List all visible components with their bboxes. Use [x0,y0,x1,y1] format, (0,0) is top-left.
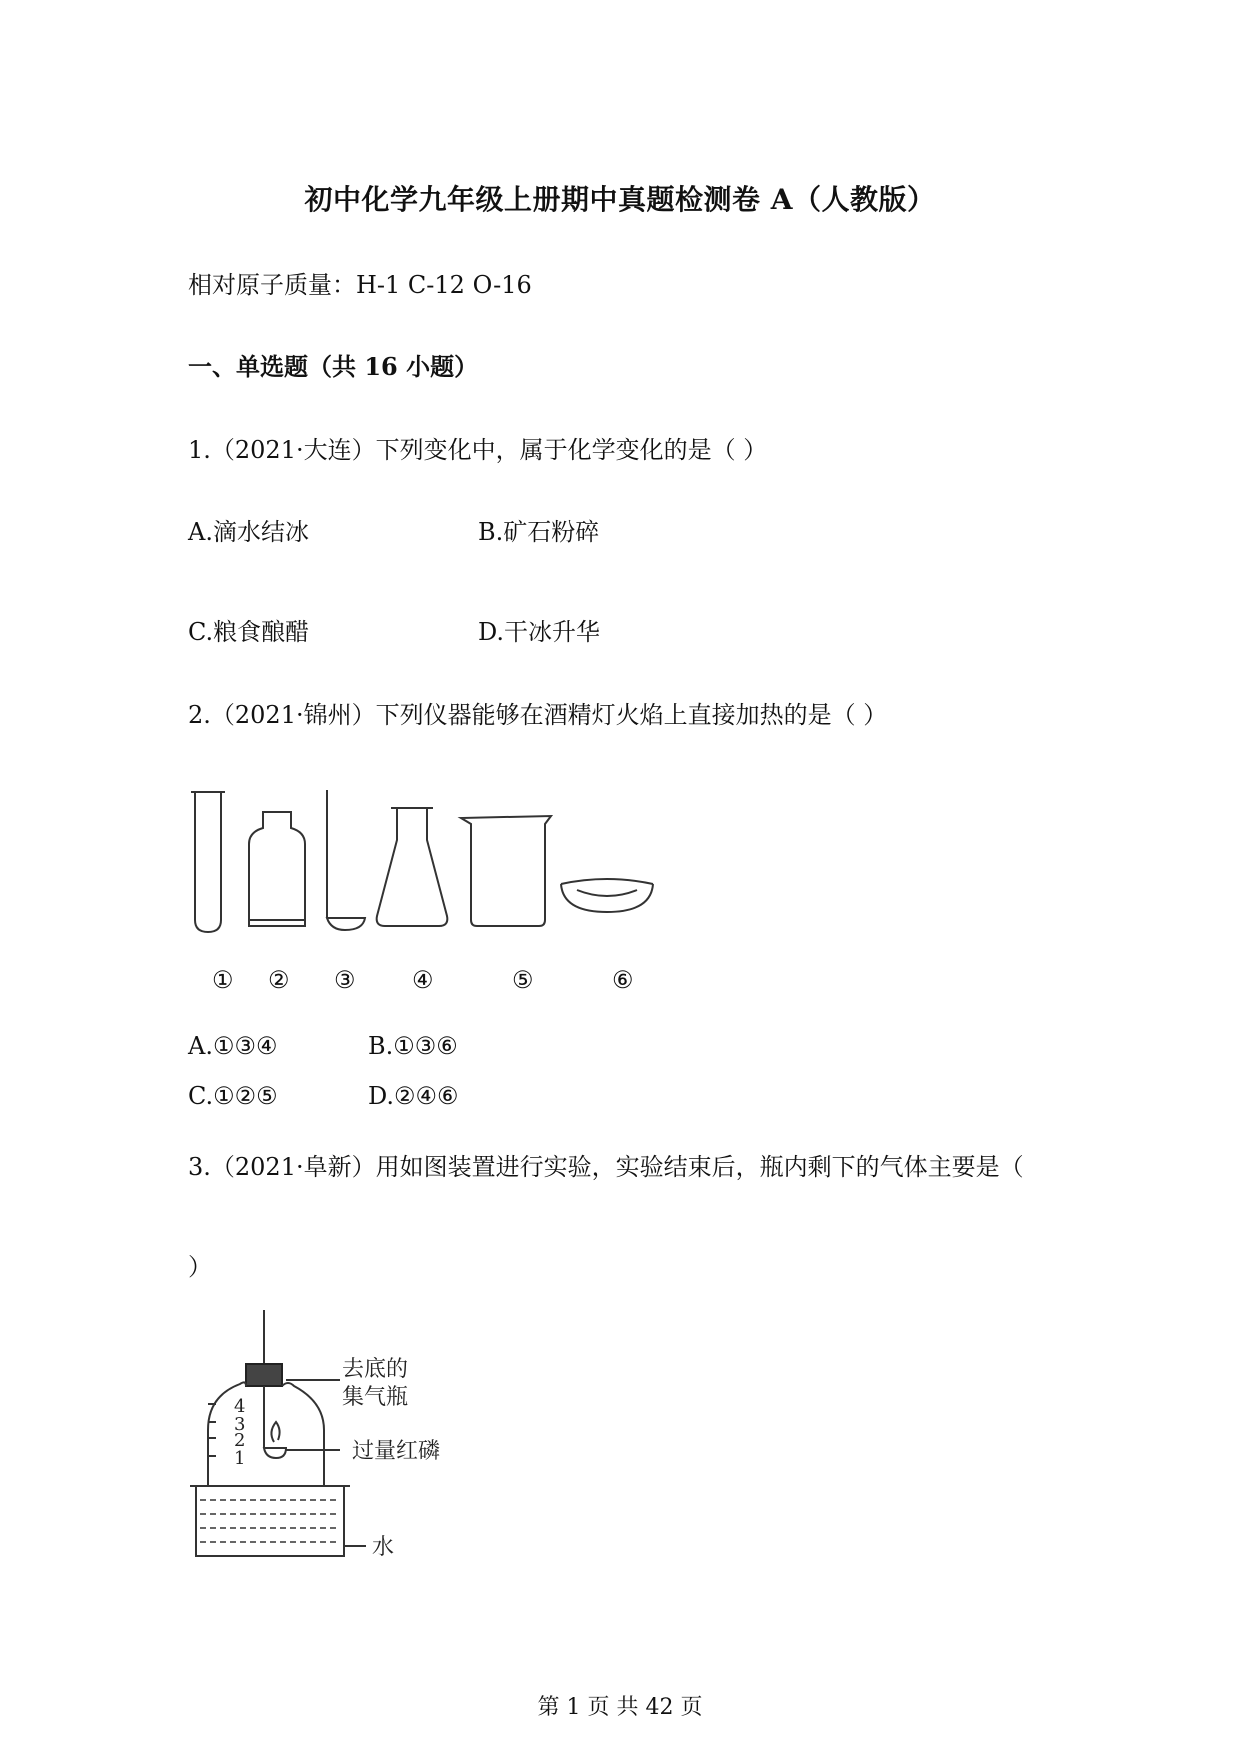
combustion-spoon-icon [327,790,365,930]
question-1-option-b: B.矿石粉碎 [478,518,600,546]
water [200,1500,340,1542]
question-2-option-a: A.①③④ [188,1032,278,1060]
question-2-stem: 2.（2021·锦州）下列仪器能够在酒精灯火焰上直接加热的是（ ） [188,701,888,729]
page-footer: 第 1 页 共 42 页 [537,1695,703,1720]
label-water: 水 [372,1535,395,1560]
question-3-stem: 3.（2021·阜新）用如图装置进行实验，实验结束后，瓶内剩下的气体主要是（ [188,1153,1024,1181]
section-heading: 一、单选题（共 16 小题） [188,352,479,381]
question-2-option-c: C.①②⑤ [188,1082,278,1110]
conical-flask-icon [377,808,448,926]
scale-4: 4 [234,1396,246,1417]
stopper [246,1364,282,1386]
scale-1: 1 [234,1448,246,1469]
instrument-label-3: ③ [334,966,356,994]
label-red-phosphorus: 过量红磷 [352,1439,441,1464]
instrument-label-4: ④ [412,966,434,994]
question-1-option-d: D.干冰升华 [478,618,601,646]
page-title: 初中化学九年级上册期中真题检测卷 A（人教版） [304,183,936,216]
water-trough [196,1486,344,1556]
label-gas-jar-1: 去底的 [342,1357,409,1382]
reagent-bottle-icon [249,812,305,926]
flame [271,1422,279,1442]
red-phosphorus-experiment-figure [190,1310,480,1570]
question-1-option-c: C.粮食酿醋 [188,618,310,646]
instrument-label-1: ① [212,966,234,994]
scale-3: 3 [234,1414,246,1435]
gas-jar [208,1382,324,1486]
beaker-icon [461,816,551,926]
question-2-option-d: D.②④⑥ [368,1082,459,1110]
atomic-mass-note: 相对原子质量：H-1 C-12 O-16 [188,271,532,299]
question-3-stem-end: ） [188,1253,212,1281]
question-2-option-b: B.①③⑥ [368,1032,458,1060]
scale-2: 2 [234,1430,246,1451]
lab-instruments-figure [185,780,685,1000]
label-gas-jar-2: 集气瓶 [342,1385,409,1410]
instrument-label-6: ⑥ [612,966,634,994]
instrument-label-2: ② [268,966,290,994]
question-1-option-a: A.滴水结冰 [188,518,309,546]
question-1-stem: 1.（2021·大连）下列变化中，属于化学变化的是（ ） [188,436,768,464]
evaporating-dish-icon [561,879,653,912]
test-tube-icon [191,792,225,932]
instrument-label-5: ⑤ [512,966,534,994]
